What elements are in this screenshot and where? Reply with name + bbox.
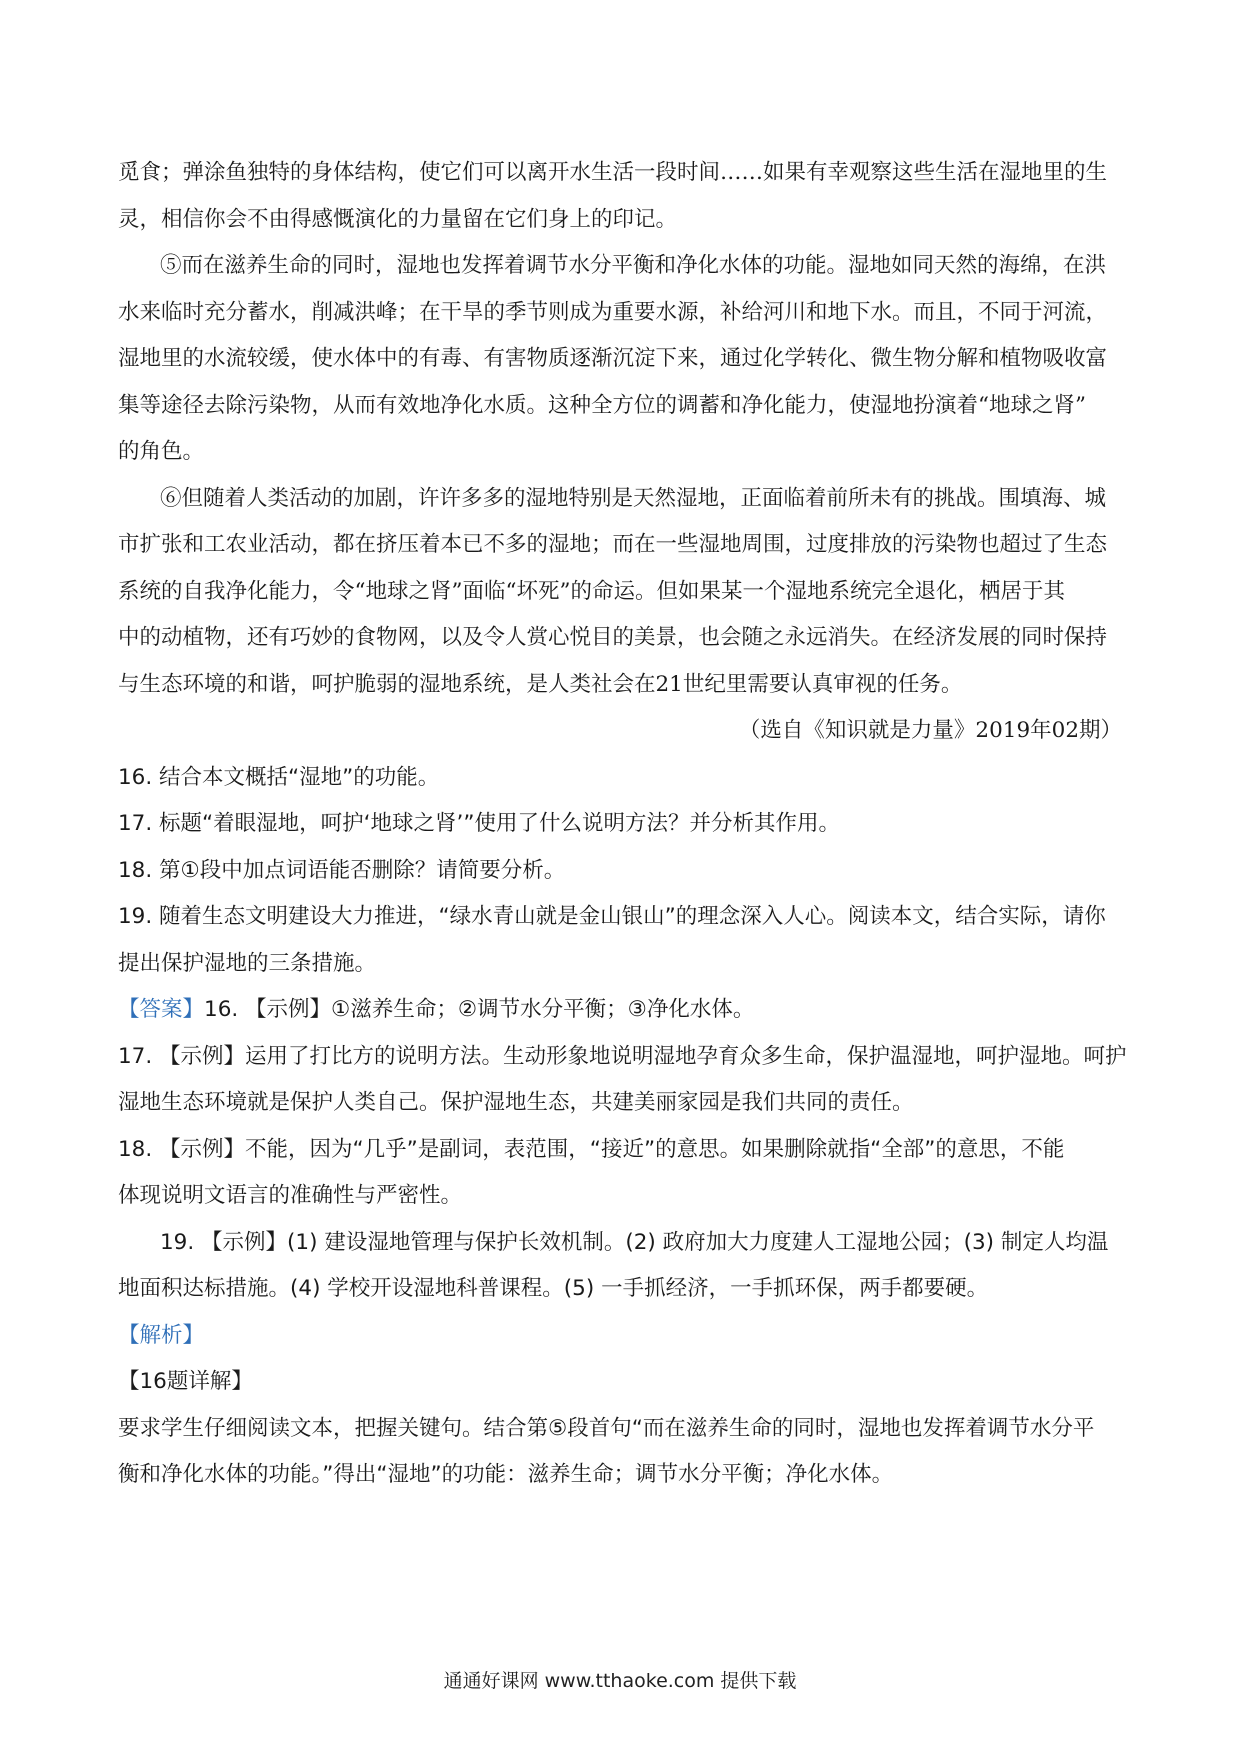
answer-16-text: 16. 【示例】①滋养生命；②调节水分平衡；③净化水体。 <box>204 997 755 1022</box>
paragraph-6-line-4: 中的动植物，还有巧妙的食物网，以及令人赏心悦目的美景，也会随之永远消失。在经济发展的同时保持 <box>118 625 1108 650</box>
analysis-16-line-2: 衡和净化水体的功能。”得出“湿地”的功能：滋养生命；调节水分平衡；净化水体。 <box>118 1462 894 1487</box>
analysis-16-line-1: 要求学生仔细阅读文本，把握关键句。结合第⑤段首句“而在滋养生命的同时，湿地也发挥着调节水分平 <box>118 1415 1095 1441</box>
paragraph-4-line-1: 觅食；弹涂鱼独特的身体结构，使它们可以离开水生活一段时间……如果有幸观察这些生活在湿地里的生 <box>118 160 1108 185</box>
answer-16 <box>118 987 1128 1034</box>
question-18: 18. 第①段中加点词语能否删除？请简要分析。 <box>118 857 566 883</box>
paragraph-6-line-1: ⑥但随着人类活动的加剧，许许多多的湿地特别是天然湿地，正面临着前所未有的挑战。围填海、城 <box>160 485 1107 511</box>
question-17: 17. 标题“着眼湿地，呵护‘地球之肾’”使用了什么说明方法？并分析其作用。 <box>118 811 840 836</box>
question-16: 16. 结合本文概括“湿地”的功能。 <box>118 764 440 790</box>
question-19-line-1: 19. 随着生态文明建设大力推进，“绿水青山就是金山银山”的理念深入人心。阅读本文，结合实际，请你 <box>118 904 1106 929</box>
paragraph-6-line-5: 与生态环境的和谐，呵护脆弱的湿地系统，是人类社会在21世纪里需要认真审视的任务。 <box>118 671 963 697</box>
paragraph-5-line-4: 集等途径去除污染物，从而有效地净化水质。这种全方位的调蓄和净化能力，使湿地扮演着“地球之肾” <box>118 392 1086 418</box>
answer-17-line-2: 湿地生态环境就是保护人类自己。保护湿地生态，共建美丽家园是我们共同的责任。 <box>118 1090 914 1115</box>
answer-18-line-1: 18. 【示例】不能，因为“几乎”是副词，表范围，“接近”的意思。如果删除就指“全部”的意思，不能 <box>118 1136 1065 1162</box>
paragraph-5-line-1: ⑤而在滋养生命的同时，湿地也发挥着调节水分平衡和净化水体的功能。湿地如同天然的海绵，在洪 <box>160 253 1107 278</box>
paragraph-5-line-3: 湿地里的水流较缓，使水体中的有毒、有害物质逐渐沉淀下来，通过化学转化、微生物分解和植物吸收富 <box>118 346 1108 371</box>
analysis-tag: 【解析】 <box>118 1322 205 1348</box>
paragraph-4-line-2: 灵，相信你会不由得感慨演化的力量留在它们身上的印记。 <box>118 206 678 232</box>
article-source: （选自《知识就是力量》2019年02期） <box>738 718 1122 743</box>
paragraph-6-line-3: 系统的自我净化能力，令“地球之肾”面临“坏死”的命运。但如果某一个湿地系统完全退化，栖居于其 <box>118 578 1065 604</box>
page-footer: 通通好课网 www.tthaoke.com 提供下载 <box>443 1670 797 1692</box>
answer-17-line-1: 17. 【示例】运用了打比方的说明方法。生动形象地说明湿地孕育众多生命，保护温湿地，呵护湿地。呵护 <box>118 1043 1127 1069</box>
paragraph-6-line-2: 市扩张和工农业活动，都在挤压着本已不多的湿地；而在一些湿地周围，过度排放的污染物也超过了生态 <box>118 532 1108 557</box>
answer-18-line-2: 体现说明文语言的准确性与严密性。 <box>118 1183 463 1208</box>
question-19-line-2: 提出保护湿地的三条措施。 <box>118 950 377 976</box>
paragraph-5-line-5: 的角色。 <box>118 439 205 464</box>
analysis-16-heading: 【16题详解】 <box>118 1369 253 1394</box>
answer-tag: 【答案】 <box>118 997 205 1022</box>
answer-19-line-2: 地面积达标措施。(4) 学校开设湿地科普课程。(5) 一手抓经济，一手抓环保，两手都要硬。 <box>118 1276 989 1301</box>
paragraph-5-line-2: 水来临时充分蓄水，削减洪峰；在干旱的季节则成为重要水源，补给河川和地下水。而且，不同于河流， <box>118 299 1108 325</box>
document-content <box>118 150 1128 1499</box>
answer-19-line-1: 19. 【示例】(1) 建设湿地管理与保护长效机制。(2) 政府加大力度建人工湿地公园；(3) 制定人均温 <box>160 1229 1109 1255</box>
